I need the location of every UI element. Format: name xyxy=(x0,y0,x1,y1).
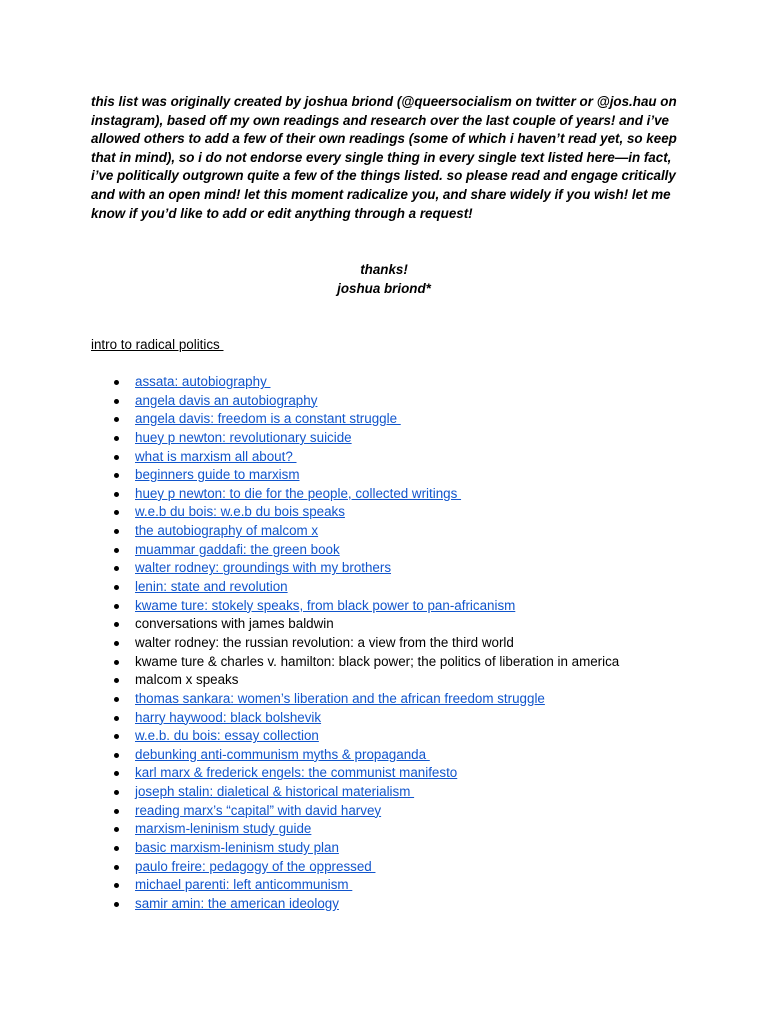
reading-link[interactable]: karl marx & frederick engels: the communist manifesto xyxy=(135,765,458,781)
bullet-icon xyxy=(114,734,119,739)
reading-link[interactable]: assata: autobiography xyxy=(135,374,271,389)
reading-link[interactable]: angela davis: freedom is a constant struggle xyxy=(135,411,401,427)
reading-link[interactable]: marxism-leninism study guide xyxy=(135,821,312,837)
reading-link[interactable]: debunking anti-communism myths & propaganda xyxy=(135,746,430,762)
reading-link[interactable]: kwame ture: stokely speaks, from black power to pan-africanism xyxy=(135,597,516,613)
reading-link[interactable]: what is marxism all about? xyxy=(135,448,297,464)
reading-link[interactable]: samir amin: the american ideology xyxy=(135,895,339,911)
bullet-icon xyxy=(114,473,119,478)
bullet-icon xyxy=(114,865,119,870)
bullet-icon xyxy=(114,641,119,646)
bullet-icon xyxy=(114,827,119,832)
reading-link[interactable]: muammar gaddafi: the green book xyxy=(135,541,340,557)
bullet-icon xyxy=(114,604,119,609)
bullet-icon xyxy=(114,660,119,665)
bullet-icon xyxy=(114,883,119,888)
reading-link[interactable]: joseph stalin: dialetical & historical materialism xyxy=(135,784,415,800)
reading-link[interactable]: harry haywood: black bolshevik xyxy=(135,709,322,725)
reading-link[interactable]: w.e.b. du bois: essay collection xyxy=(135,728,319,744)
bullet-icon xyxy=(114,417,119,422)
bullet-icon xyxy=(114,380,119,385)
reading-link[interactable]: angela davis an autobiography xyxy=(135,392,318,408)
bullet-icon xyxy=(114,716,119,721)
bullet-icon xyxy=(114,585,119,590)
bullet-icon xyxy=(114,622,119,627)
reading-link[interactable]: huey p newton: revolutionary suicide xyxy=(135,429,352,445)
bullet-icon xyxy=(114,753,119,758)
reading-link[interactable]: paulo freire: pedagogy of the oppressed xyxy=(135,858,376,874)
section-heading: intro to radical politics xyxy=(91,337,224,352)
reading-link[interactable]: huey p newton: to die for the people, collected writings xyxy=(135,485,462,501)
signoff-author: joshua briond* xyxy=(337,281,431,296)
bullet-icon xyxy=(114,902,119,907)
reading-link[interactable]: lenin: state and revolution xyxy=(135,579,288,595)
bullet-icon xyxy=(114,529,119,534)
reading-link[interactable]: michael parenti: left anticommunism xyxy=(135,877,353,893)
bullet-icon xyxy=(114,399,119,404)
reading-link[interactable]: the autobiography of malcom x xyxy=(135,523,319,539)
reading-link[interactable]: beginners guide to marxism xyxy=(135,467,300,483)
reading-link[interactable]: thomas sankara: women’s liberation and the african freedom struggle xyxy=(135,690,545,706)
reading-title: conversations with james baldwin xyxy=(135,616,334,632)
bullet-icon xyxy=(114,678,119,683)
bullet-icon xyxy=(114,436,119,441)
reading-link[interactable]: walter rodney: groundings with my brothers xyxy=(135,560,392,576)
signoff-thanks: thanks! xyxy=(360,262,408,277)
bullet-icon xyxy=(114,510,119,515)
bullet-icon xyxy=(114,697,119,702)
bullet-icon xyxy=(114,809,119,814)
reading-link[interactable]: w.e.b du bois: w.e.b du bois speaks xyxy=(135,504,345,520)
bullet-icon xyxy=(114,771,119,776)
bullet-icon xyxy=(114,455,119,460)
bullet-icon xyxy=(114,492,119,497)
reading-title: malcom x speaks xyxy=(135,672,239,688)
bullet-icon xyxy=(114,548,119,553)
bullet-icon xyxy=(114,846,119,851)
bullet-icon xyxy=(114,566,119,571)
bullet-icon xyxy=(114,790,119,795)
reading-title: walter rodney: the russian revolution: a view from the third world xyxy=(135,634,514,650)
intro-paragraph: this list was originally created by joshua briond (@queersocialism on twitter or @jos.hau on instagram), based off my own readings and research over the last couple of years! and i’ve allowed others to add a few of their own readings (some of which i haven’t read yet, so keep that in mind), so i do not endorse every single thing in every single text listed here—in fact, i’ve politically outgrown quite a few of the things listed. so please read and engage critically and with an open mind! let this moment radicalize you, and share widely if you wish! let me know if you’d like to add or edit anything through a request! xyxy=(91,94,677,221)
reading-link[interactable]: basic marxism-leninism study plan xyxy=(135,840,339,856)
reading-title: kwame ture & charles v. hamilton: black power; the politics of liberation in america xyxy=(135,653,620,669)
reading-link[interactable]: reading marx’s “capital” with david harvey xyxy=(135,802,382,818)
